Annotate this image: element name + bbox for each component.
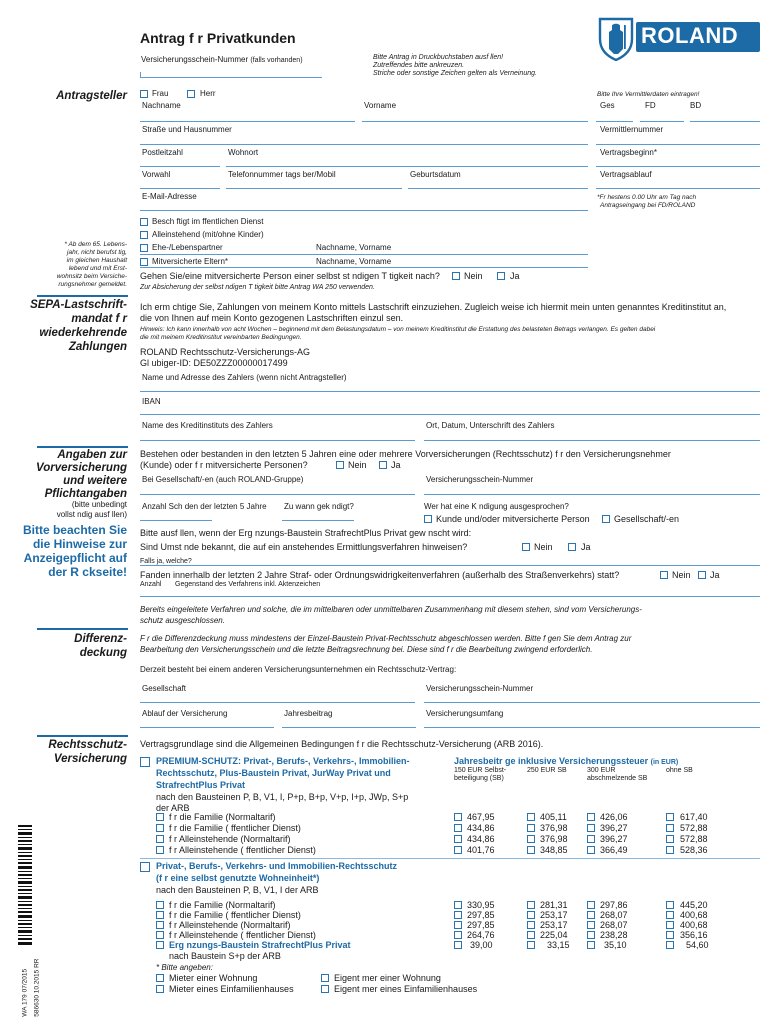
cancelled-customer-checkbox[interactable] [424,515,432,523]
col1-header-1: 150 EUR Selbst- [454,767,507,774]
plz-label: Postleitzahl [142,148,183,157]
private-row-4-checkbox[interactable] [156,931,164,939]
vorname-label: Vorname [364,101,397,110]
private-row-1-c1-checkbox[interactable] [454,901,462,909]
addon-label: Erg nzungs-Baustein StrafrechtPlus Privat [169,940,351,950]
diff-company-label: Gesellschaft [142,684,187,693]
diff-expiry-line[interactable] [140,727,274,728]
side-note-1: * Ab dem 65. Lebens- [64,241,127,248]
premium-row-2-c4-checkbox[interactable] [666,824,674,832]
premium-title-2: Rechtsschutz, Plus-Baustein Privat, JurWay Privat und [156,768,391,778]
premium-row-1-checkbox[interactable] [156,813,164,821]
prior-q3-ja-checkbox[interactable] [568,543,576,551]
side-note-6: rungsnehmer gemeldet. [58,281,127,288]
vermittlernummer-label: Vermittlernummer [600,125,664,134]
bd-line[interactable] [690,121,760,122]
private-row-2-c4: 400,68 [680,910,708,920]
premium-row-2-c3-checkbox[interactable] [587,824,595,832]
partner-label: Ehe-/Lebenspartner [152,243,223,252]
cancelled-company-label: Gesellschaft/-en [614,514,680,524]
partner-line[interactable] [140,254,588,255]
vertragsbeginn-line[interactable] [596,166,760,167]
barcode [18,825,32,945]
vorname-line[interactable] [362,121,588,122]
sepa-hint-1: Hinweis: Ich kann innerhalb von acht Wochen – beginnend mit dem Belastungsdatum – von meinem Kreditinstitut die Erstattung des belasteten Betrags verlangen. Es gelten dabei [140,326,656,333]
broker-note: Bitte Ihre Vermittlerdaten eintragen! [597,91,700,98]
addon-c1: 39,00 [470,940,493,950]
addon-c2-checkbox[interactable] [527,941,535,949]
section-sepa-1: SEPA-Lastschrift- [30,299,127,311]
private-row-2-c2: 253,17 [540,910,568,920]
premium-row-2-c2: 376,98 [540,823,568,833]
eigent-haus-label: Eigent mer eines Einfamilienhauses [334,984,478,994]
col4-header: ohne SB [666,767,693,774]
premium-row-3-checkbox[interactable] [156,835,164,843]
premium-row-2-c2-checkbox[interactable] [527,824,535,832]
premium-row-4-c3: 366,49 [600,845,628,855]
private-row-2-label: f r die Familie ( ffentlicher Dienst) [169,910,301,920]
premium-row-2-c4: 572,88 [680,823,708,833]
policy-label: Versicherungsschein-Nummer (falls vorhanden) [141,55,303,64]
prior-q2: Bitte ausf llen, wenn der Erg nzungs-Baustein StrafrechtPlus Privat gew nscht wird: [140,528,472,538]
prior-note-2: vollst ndig ausf llen) [56,510,127,519]
eltern-label: Mitversicherte Eltern* [152,257,229,266]
private-row-1-c4: 445,20 [680,900,708,910]
prior-company-line[interactable] [140,494,415,495]
plz-line[interactable] [140,166,220,167]
premium-row-3-c4-checkbox[interactable] [666,835,674,843]
premium-row-4-c2: 348,85 [540,845,568,855]
section-sepa-3: wiederkehrende [39,327,127,339]
private-row-4-c1-checkbox[interactable] [454,931,462,939]
eigent-wohnung-checkbox[interactable] [321,974,329,982]
premium-row-4-c3-checkbox[interactable] [587,846,595,854]
strasse-label: Straße und Hausnummer [142,125,232,134]
premium-row-3-c1-checkbox[interactable] [454,835,462,843]
premium-row-1-c1-checkbox[interactable] [454,813,462,821]
cancelled-company-checkbox[interactable] [602,515,610,523]
premium-row-1-c2-checkbox[interactable] [527,813,535,821]
premium-row-1-c3: 426,06 [600,812,628,822]
private-row-4-c4: 356,16 [680,930,708,940]
email-label: E-Mail-Adresse [142,192,197,201]
mieter-haus-checkbox[interactable] [156,985,164,993]
private-row-4-c2-checkbox[interactable] [527,931,535,939]
rs-basis: Vertragsgrundlage sind die Allgemeinen Bedingungen f r die Rechtsschutz-Versicherung (ARB 2016). [140,739,544,749]
addon-c3-checkbox[interactable] [587,941,595,949]
private-row-4-c1: 264,76 [467,930,495,940]
if-yes-line[interactable] [140,565,760,566]
prior-q4-nein-label: Nein [672,570,691,580]
diff-company-line[interactable] [140,702,415,703]
strasse-line[interactable] [140,144,588,145]
diff-scope-label: Versicherungsumfang [426,709,504,718]
signature-label: Ort, Datum, Unterschrift des Zahlers [426,421,555,430]
eltern-line[interactable] [140,267,588,268]
iban-line[interactable] [140,414,760,415]
premium-row-2-c3: 396,27 [600,823,628,833]
prior-q1-line1: Bestehen oder bestanden in den letzten 5 Jahren eine oder mehrere Vorversicherungen (Rechtsschutz) f r den Versicherungsnehmer [140,449,671,459]
cancelled-customer-label: Kunde und/oder mitversicherte Person [436,514,590,524]
private-row-4-c2: 225,04 [540,930,568,940]
premium-title-1: PREMIUM-SCHUTZ: Privat-, Berufs-, Verkehrs-, Immobilien- [156,756,410,766]
premium-row-4-checkbox[interactable] [156,846,164,854]
vorwahl-line[interactable] [140,188,220,189]
frau-label: Frau [152,89,169,98]
side-note-4: lebend und mit Erst- [68,265,127,272]
section-sepa-4: Zahlungen [68,341,127,353]
private-row-2-c3-checkbox[interactable] [587,911,595,919]
private-row-1-c1: 330,95 [467,900,495,910]
cancelled-by-label: Wer hat eine K ndigung ausgesprochen? [424,502,569,511]
diff-premium-line[interactable] [282,727,416,728]
creditor-name: ROLAND Rechtsschutz-Versicherungs-AG [140,347,311,357]
prior-q1-nein-label: Nein [348,460,367,470]
premium-row-3-c2-checkbox[interactable] [527,835,535,843]
private-row-3-c3-checkbox[interactable] [587,921,595,929]
roland-statue-logo [597,17,635,61]
wa250-note: Zur Absicherung der selbst ndigen T tigkeit bitte Antrag WA 250 verwenden. [140,284,375,291]
prior-q1-line2: (Kunde) oder f r mitversicherte Personen? [140,460,308,470]
ges-line[interactable] [596,121,633,122]
prior-q3-ja-label: Ja [581,542,591,552]
addon-checkbox[interactable] [156,941,164,949]
instructions-1: Bitte Antrag in Druckbuchstaben ausf llen! [373,54,504,61]
fd-label: FD [645,101,656,110]
prior-policy-line[interactable] [424,494,760,495]
eltern-name-label: Nachname, Vorname [316,257,392,266]
alleinstehend-checkbox[interactable] [140,231,148,239]
diff-premium-label: Jahresbeitrag [284,709,333,718]
claims-label: Anzahl Sch den der letzten 5 Jahre [142,502,267,511]
premium-row-4-c1-checkbox[interactable] [454,846,462,854]
premium-row-1-c2: 405,11 [540,812,567,822]
mieter-wohnung-checkbox[interactable] [156,974,164,982]
addon-c1-checkbox[interactable] [454,941,462,949]
beamter-label: Besch ftigt im ffentlichen Dienst [152,217,264,226]
private-row-2-c4-checkbox[interactable] [666,911,674,919]
sepa-rule [37,295,128,297]
cancelled-when-line[interactable] [282,520,354,521]
side-note-5: wohnsitz beim Versiche- [56,273,127,280]
premium-row-4-c4: 528,36 [680,845,708,855]
premium-row-3-label: f r Alleinstehende (Normaltarif) [169,834,291,844]
prior-q3-nein-label: Nein [534,542,553,552]
self-employed-nein-checkbox[interactable] [452,272,460,280]
anzahl-label: Anzahl [140,581,162,588]
telefon-line[interactable] [226,188,402,189]
herr-checkbox[interactable] [187,90,195,98]
prior-note-text-1: Bereits eingeleitete Verfahren und solche, die im mittelbaren oder unmittelbaren Zusammenhang mit diesem stehen, sind vom Versicherungs- [140,605,642,614]
claims-line[interactable] [140,520,212,521]
logo-text: ROLAND [641,23,739,48]
eigent-haus-checkbox[interactable] [321,985,329,993]
self-employed-ja-label: Ja [510,271,520,281]
prior-q1-nein-checkbox[interactable] [336,461,344,469]
prior-q4-ja-label: Ja [710,570,720,580]
col2-header: 250 EUR SB [527,767,567,774]
prior-q1-ja-checkbox[interactable] [379,461,387,469]
diff-rule [37,628,128,630]
private-row-3-c1: 297,85 [467,920,495,930]
prior-note-text-2: schutz ausgeschlossen. [140,616,225,625]
page-title: Antrag f r Privatkunden [140,30,296,46]
private-row-4-c4-checkbox[interactable] [666,931,674,939]
private-row-3-checkbox[interactable] [156,921,164,929]
instructions-2: Zutreffendes bitte ankreuzen. [373,62,465,69]
payer-label: Name und Adresse des Zahlers (wenn nicht Antragsteller) [142,373,347,382]
private-title-2: (f r eine selbst genutzte Wohneinheit*) [156,873,320,883]
private-row-3-c4-checkbox[interactable] [666,921,674,929]
signature-line[interactable] [424,440,760,441]
bd-label: BD [690,101,702,110]
premium-row-3-c3: 396,27 [600,834,628,844]
vertragsablauf-label: Vertragsablauf [600,170,652,179]
warning-4: der R ckseite! [48,565,127,579]
email-line[interactable] [140,210,588,211]
if-yes-label: Falls ja, welche? [140,558,192,565]
gegenstand-label: Gegenstand des Verfahrens inkl. Aktenzeichen [175,581,321,588]
premium-row-4-c4-checkbox[interactable] [666,846,674,854]
premium-row-2-c1-checkbox[interactable] [454,824,462,832]
wohnort-label: Wohnort [228,148,259,157]
section-rs-2: Versicherung [53,753,127,765]
private-row-2-c1-checkbox[interactable] [454,911,462,919]
herr-label: Herr [200,89,216,98]
diff-existing: Derzeit besteht bei einem anderen Versicherungsunternehmen ein Rechtsschutz-Vertrag: [140,665,457,674]
partner-name-label: Nachname, Vorname [316,243,392,252]
sepa-text-1: Ich erm chtige Sie, Zahlungen von meinem Konto mittels Lastschrift einzuziehen. Zugleich weise ich hiermit mein unten genanntes Kreditinstitut an, [140,302,727,312]
prior-policy-label: Versicherungsschein-Nummer [426,475,534,484]
premium-row-2-c1: 434,86 [467,823,495,833]
premium-row-3-c1: 434,86 [467,834,495,844]
creditor-id: Gl ubiger-ID: DE50ZZZ00000017499 [140,358,288,368]
private-row-3-label: f r Alleinstehende (Normaltarif) [169,920,291,930]
fd-line[interactable] [640,121,684,122]
iban-label: IBAN [142,397,161,406]
ges-label: Ges [600,101,615,110]
frau-checkbox[interactable] [140,90,148,98]
section-sepa-2: mandat f r [71,313,127,325]
premium-row-1-c1: 467,95 [467,812,495,822]
policy-line[interactable] [140,77,322,78]
premium-row-1-c4-checkbox[interactable] [666,813,674,821]
col3-header-2: abschmelzende SB [587,775,648,782]
self-employed-ja-checkbox[interactable] [497,272,505,280]
private-row-2-checkbox[interactable] [156,911,164,919]
section-prior-2: Vorversicherung [36,462,127,474]
private-row-1-c4-checkbox[interactable] [666,901,674,909]
premium-row-1-c4: 617,40 [680,812,708,822]
bitte-angeben: * Bitte angeben: [156,963,213,972]
prior-q1-ja-label: Ja [391,460,401,470]
beamter-checkbox[interactable] [140,218,148,226]
premium-row-3-c3-checkbox[interactable] [587,835,595,843]
diff-scope-line[interactable] [424,727,760,728]
section-prior-1: Angaben zur [57,449,127,461]
diff-text-1: F r die Differenzdeckung muss mindestens der Einzel-Baustein Privat-Rechtsschutz abgeschlossen werden. Bitte f gen Sie dem Antrag zur [140,634,632,643]
self-employed-question: Gehen Sie/eine mitversicherte Person einer selbst st ndigen T tigkeit nach? [140,271,440,281]
premium-row-1-label: f r die Familie (Normaltarif) [169,812,276,822]
form-code-2: 586630 10.2015 RR [33,958,41,1017]
private-row-2-c3: 268,07 [600,910,628,920]
start-note-2: Antragseingang bei FD/ROLAND [600,202,696,209]
start-note-1: *Fr hestens 0.00 Uhr am Tag nach [597,194,697,201]
diff-text-2: Bearbeitung den Versicherungsschein und die letzte Beitragsrechnung bei. Diese sind f r die Bearbeitung zwingend erforderlich. [140,645,593,654]
self-employed-nein-label: Nein [464,271,483,281]
diff-policy-label: Versicherungsschein-Nummer [426,684,534,693]
private-row-1-c3: 297,86 [600,900,628,910]
premium-row-3-c2: 376,98 [540,834,568,844]
prior-q4: Fanden innerhalb der letzten 2 Jahre Straf- oder Ordnungswidrigkeitenverfahren (außerhalb des Straßenverkehrs) statt? [140,570,620,580]
rs-rule [37,735,128,737]
premium-row-2-checkbox[interactable] [156,824,164,832]
bank-label: Name des Kreditinstituts des Zahlers [142,421,273,430]
private-row-2-c2-checkbox[interactable] [527,911,535,919]
wohnort-line[interactable] [226,166,588,167]
private-title-1: Privat-, Berufs-, Verkehrs- und Immobilien-Rechtsschutz [156,861,398,871]
premium-row-2-label: f r die Familie ( ffentlicher Dienst) [169,823,301,833]
private-row-3-c4: 400,68 [680,920,708,930]
premium-row-4-label: f r Alleinstehende ( ffentlicher Dienst) [169,845,316,855]
premium-row-4-c2-checkbox[interactable] [527,846,535,854]
prior-q4-nein-checkbox[interactable] [660,571,668,579]
col3-header-1: 300 EUR [587,767,616,774]
geburtsdatum-line[interactable] [408,188,588,189]
partner-checkbox[interactable] [140,244,148,252]
section-rs-1: Rechtsschutz- [48,739,127,751]
addon-c2: 33,15 [547,940,570,950]
proceedings-line[interactable] [140,596,760,597]
addon-c4-checkbox[interactable] [666,941,674,949]
addon-sub: nach Baustein S+p der ARB [169,951,281,961]
private-row-1-c2-checkbox[interactable] [527,901,535,909]
premium-row-1-c3-checkbox[interactable] [587,813,595,821]
eigent-wohnung-label: Eigent mer einer Wohnung [334,973,441,983]
private-row-4-c3-checkbox[interactable] [587,931,595,939]
private-row-3-c2: 253,17 [540,920,568,930]
cancelled-when-label: Zu wann gek ndigt? [284,502,354,511]
private-row-1-c3-checkbox[interactable] [587,901,595,909]
vertragsablauf-line[interactable] [596,188,760,189]
private-sub: nach den Bausteinen P, B, V1, I der ARB [156,885,319,895]
col-title: Jahresbeitr ge inklusive Versicherungssteuer (in EUR) [454,756,679,766]
side-note-3: im gleichen Haushalt [66,257,127,264]
section-diff-1: Differenz- [74,633,127,645]
prior-q4-ja-checkbox[interactable] [698,571,706,579]
warning-1: Bitte beachten Sie [22,523,127,537]
alleinstehend-label: Alleinstehend (mit/ohne Kinder) [152,230,264,239]
geburtsdatum-label: Geburtsdatum [410,170,461,179]
nachname-line[interactable] [140,121,355,122]
private-row-2-c1: 297,85 [467,910,495,920]
diff-expiry-label: Ablauf der Versicherung [142,709,228,718]
private-row-3-c3: 268,07 [600,920,628,930]
vertragsbeginn-label: Vertragsbeginn* [600,148,657,157]
premium-sub-1: nach den Bausteinen P, B, V1, I, P+p, B+p, V+p, I+p, JWp, S+p [156,792,409,802]
mieter-haus-label: Mieter eines Einfamilienhauses [169,984,294,994]
mieter-wohnung-label: Mieter einer Wohnung [169,973,258,983]
section-antragsteller: Antragsteller [56,90,127,102]
side-note-2: jahr, nicht berufst tig, [67,249,127,256]
prior-q3: Sind Umst nde bekannt, die auf ein anstehendes Ermittlungsverfahren hinweisen? [140,542,468,552]
private-row-4-label: f r Alleinstehende ( ffentlicher Dienst) [169,930,316,940]
premium-row-4-c1: 401,76 [467,845,495,855]
prior-note-1: (bitte unbedingt [71,500,127,509]
col1-header-2: beteiligung (SB) [454,775,504,782]
vermittlernummer-line[interactable] [596,144,760,145]
private-row-4-c3: 238,28 [600,930,628,940]
prior-company-label: Bei Gesellschaft/-en (auch ROLAND-Gruppe) [142,475,304,484]
private-schutz-checkbox[interactable] [140,862,150,872]
premium-title-3: StrafrechtPlus Privat [156,780,246,790]
private-row-3-c1-checkbox[interactable] [454,921,462,929]
premium-schutz-checkbox[interactable] [140,757,150,767]
prior-q3-nein-checkbox[interactable] [522,543,530,551]
section-diff-2: deckung [79,647,127,659]
addon-c4: 54,60 [686,940,709,950]
sepa-text-2: die von Ihnen auf mein Konto gezogenen Lastschriften einzul sen. [140,313,404,323]
nachname-label: Nachname [142,101,181,110]
vorwahl-label: Vorwahl [142,170,171,179]
section-prior-4: Pflichtangaben [44,488,127,500]
diff-policy-line[interactable] [424,702,760,703]
private-row-1-checkbox[interactable] [156,901,164,909]
prior-rule [37,446,128,448]
warning-3: Anzeigepflicht auf [23,551,127,565]
form-code: WA 179 07/2015 [21,968,29,1017]
private-row-1-label: f r die Familie (Normaltarif) [169,900,276,910]
eltern-checkbox[interactable] [140,258,148,266]
private-row-3-c2-checkbox[interactable] [527,921,535,929]
private-row-1-c2: 281,31 [540,900,568,910]
payer-line[interactable] [140,391,760,392]
instructions-3: Striche oder sonstige Zeichen gelten als Verneinung. [373,70,537,77]
telefon-label: Telefonnummer tags ber/Mobil [228,170,336,179]
warning-2: die Hinweise zur [32,537,127,551]
sepa-hint-2: die mit meinem Kreditinstitut vereinbarten Bedingungen. [140,334,302,341]
addon-c3: 35,10 [604,940,627,950]
rs-divider [140,858,760,859]
section-prior-3: und weitere [63,475,127,487]
bank-line[interactable] [140,440,415,441]
premium-row-3-c4: 572,88 [680,834,708,844]
premium-sub-2: der ARB [156,803,190,813]
